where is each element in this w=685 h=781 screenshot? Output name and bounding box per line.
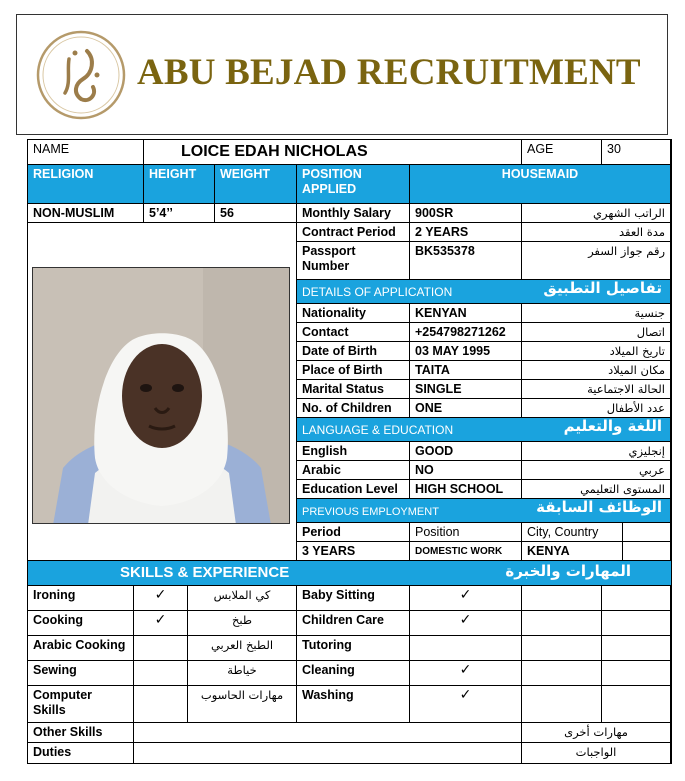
english-arabic: إنجليزي xyxy=(522,442,671,461)
nationality-value: KENYAN xyxy=(410,304,522,323)
skill-blank xyxy=(522,586,602,611)
skills-header xyxy=(28,561,671,586)
employment-header-arabic: الوظائف السابقة xyxy=(536,499,662,516)
skill-label: Sewing xyxy=(28,661,134,686)
skill-blank xyxy=(522,686,602,723)
english-value: GOOD xyxy=(410,442,522,461)
pob-value: TAITA xyxy=(410,361,522,380)
pob-label: Place of Birth xyxy=(297,361,410,380)
skill-label: Baby Sitting xyxy=(297,586,410,611)
skill-label xyxy=(28,686,134,723)
employment-location: KENYA xyxy=(522,542,623,561)
other-skills-arabic: مهارات أخرى xyxy=(522,723,671,743)
skill-label: Cleaning xyxy=(297,661,410,686)
name-label: NAME xyxy=(28,140,144,165)
children-label: No. of Children xyxy=(297,399,410,418)
header-banner xyxy=(16,14,668,135)
arabic-lang-arabic: عربي xyxy=(522,461,671,480)
details-header-title: DETAILS OF APPLICATION xyxy=(302,285,453,299)
duties-arabic: الواجبات xyxy=(522,743,671,763)
agency-logo xyxy=(35,29,127,121)
passport-value: BK535378 xyxy=(410,242,522,280)
height-header: HEIGHT xyxy=(144,165,215,204)
position-header-line1: POSITION xyxy=(302,167,362,181)
skill-label: Ironing xyxy=(28,586,134,611)
employment-header-title: PREVIOUS EMPLOYMENT xyxy=(302,506,439,518)
details-header-arabic: تفاصيل التطبيق xyxy=(543,280,662,297)
english-label: English xyxy=(297,442,410,461)
cv-form xyxy=(27,139,672,764)
weight-header: WEIGHT xyxy=(215,165,297,204)
marital-value: SINGLE xyxy=(410,380,522,399)
skills-header-title: SKILLS & EXPERIENCE xyxy=(120,564,290,581)
education-value: HIGH SCHOOL xyxy=(410,480,522,499)
skill-label: Arabic Cooking xyxy=(28,636,134,661)
arabic-lang-value: NO xyxy=(410,461,522,480)
duties-label: Duties xyxy=(28,743,134,763)
other-skills-value xyxy=(134,723,522,743)
employment-period: 3 YEARS xyxy=(297,542,410,561)
education-arabic: المستوى التعليمي xyxy=(522,480,671,499)
employment-header xyxy=(297,499,671,523)
agency-name: ABU BEJAD RECRUITMENT xyxy=(137,52,641,93)
skill-arabic: طبخ xyxy=(188,611,297,636)
skill-blank xyxy=(522,636,602,661)
children-value: ONE xyxy=(410,399,522,418)
skill-check xyxy=(410,636,522,661)
marital-label: Marital Status xyxy=(297,380,410,399)
employment-col-location: City, Country xyxy=(522,523,623,542)
religion-value: NON-MUSLIM xyxy=(28,204,144,223)
salary-label: Monthly Salary xyxy=(297,204,410,223)
dob-value: 03 MAY 1995 xyxy=(410,342,522,361)
nationality-label: Nationality xyxy=(297,304,410,323)
passport-arabic: رقم جواز السفر xyxy=(522,242,671,280)
salary-value: 900SR xyxy=(410,204,522,223)
contract-period-arabic: مدة العقد xyxy=(522,223,671,242)
employment-blank xyxy=(623,542,671,561)
skill-blank xyxy=(602,611,671,636)
skill-label: Washing xyxy=(297,686,410,723)
age-label: AGE xyxy=(522,140,602,165)
other-skills-label: Other Skills xyxy=(28,723,134,743)
skill-blank xyxy=(602,586,671,611)
weight-value: 56 xyxy=(215,204,297,223)
contact-label: Contact xyxy=(297,323,410,342)
portrait-image xyxy=(33,268,290,524)
dob-label: Date of Birth xyxy=(297,342,410,361)
skill-check: ✓ xyxy=(410,661,522,686)
position-value: HOUSEMAID xyxy=(410,165,671,204)
contract-period-value: 2 YEARS xyxy=(410,223,522,242)
skill-label: Children Care xyxy=(297,611,410,636)
position-header-line2: APPLIED xyxy=(302,182,357,196)
skill-label-line2: Skills xyxy=(33,703,66,717)
skills-header-arabic: المهارات والخبرة xyxy=(505,562,631,580)
skill-arabic: مهارات الحاسوب xyxy=(188,686,297,723)
skill-check: ✓ xyxy=(134,586,188,611)
skill-arabic: خياطة xyxy=(188,661,297,686)
skill-check xyxy=(134,686,188,723)
nationality-arabic: جنسية xyxy=(522,304,671,323)
duties-value xyxy=(134,743,522,763)
pob-arabic: مكان الميلاد xyxy=(522,361,671,380)
details-header xyxy=(297,280,671,304)
skill-check xyxy=(134,661,188,686)
contract-period-label: Contract Period xyxy=(297,223,410,242)
passport-label-line2: Number xyxy=(302,259,350,273)
employment-position: DOMESTIC WORK xyxy=(410,542,522,561)
skill-blank xyxy=(602,636,671,661)
skill-label: Tutoring xyxy=(297,636,410,661)
height-value: 5’4’’ xyxy=(144,204,215,223)
candidate-name: LOICE EDAH NICHOLAS xyxy=(144,140,522,165)
religion-header: RELIGION xyxy=(28,165,144,204)
employment-col-blank xyxy=(623,523,671,542)
language-header-title: LANGUAGE & EDUCATION xyxy=(302,423,454,437)
contact-value: +254798271262 xyxy=(410,323,522,342)
skill-arabic: كي الملابس xyxy=(188,586,297,611)
contact-arabic: اتصال xyxy=(522,323,671,342)
education-label: Education Level xyxy=(297,480,410,499)
language-header xyxy=(297,418,671,442)
skill-blank xyxy=(522,611,602,636)
position-header xyxy=(297,165,410,204)
passport-label-line1: Passport xyxy=(302,244,356,258)
marital-arabic: الحالة الاجتماعية xyxy=(522,380,671,399)
dob-arabic: تاريخ الميلاد xyxy=(522,342,671,361)
employment-col-period: Period xyxy=(297,523,410,542)
skill-blank xyxy=(602,661,671,686)
passport-label xyxy=(297,242,410,280)
candidate-photo xyxy=(32,267,290,524)
age-value: 30 xyxy=(602,140,671,165)
skill-blank xyxy=(522,661,602,686)
skill-check: ✓ xyxy=(410,611,522,636)
skill-check: ✓ xyxy=(410,686,522,723)
skill-label: Cooking xyxy=(28,611,134,636)
skill-check: ✓ xyxy=(134,611,188,636)
language-header-arabic: اللغة والتعليم xyxy=(563,418,662,435)
salary-arabic: الراتب الشهري xyxy=(522,204,671,223)
employment-col-position: Position xyxy=(410,523,522,542)
arabic-lang-label: Arabic xyxy=(297,461,410,480)
children-arabic: عدد الأطفال xyxy=(522,399,671,418)
skill-blank xyxy=(602,686,671,723)
skill-label-line1: Computer xyxy=(33,688,93,702)
skill-check: ✓ xyxy=(410,586,522,611)
skill-arabic: الطبخ العربي xyxy=(188,636,297,661)
skill-check xyxy=(134,636,188,661)
